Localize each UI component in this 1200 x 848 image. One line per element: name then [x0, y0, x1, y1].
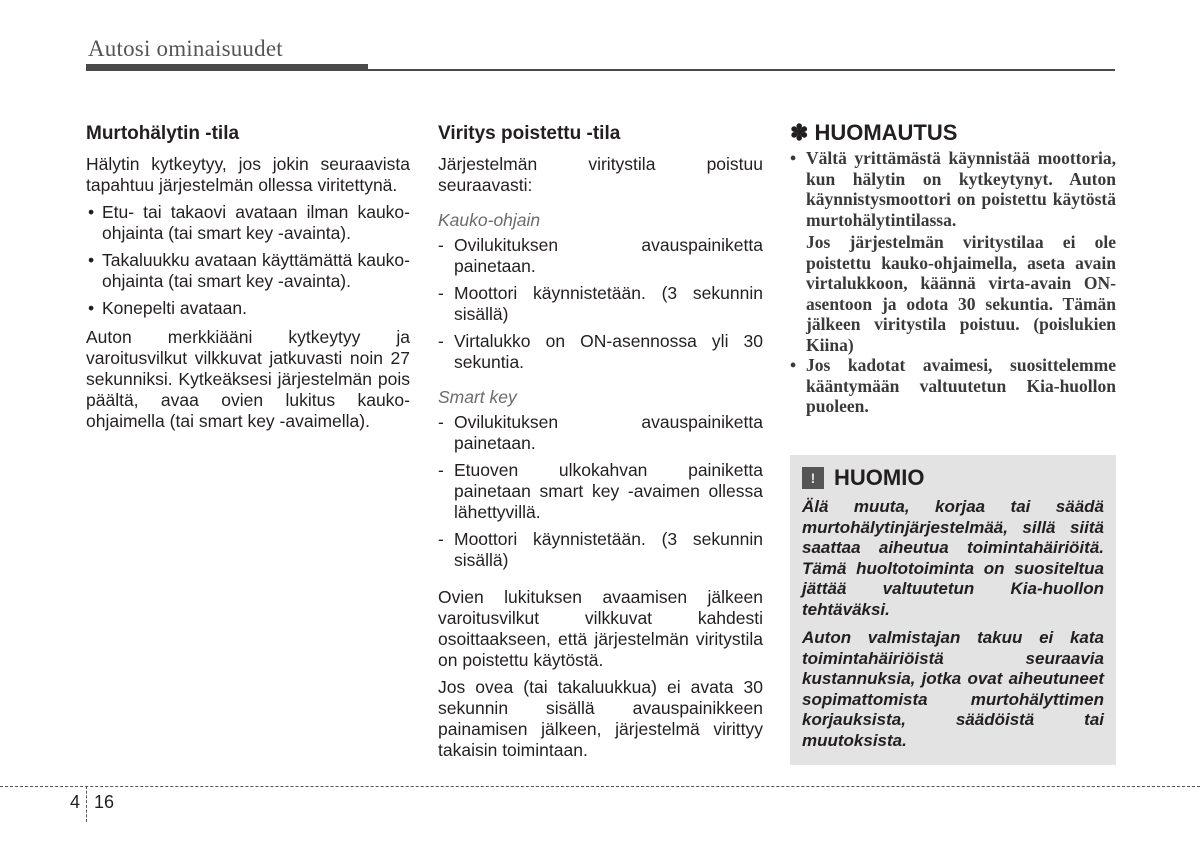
bullet-icon: •: [88, 250, 95, 270]
notice-title: HUOMAUTUS: [814, 120, 958, 145]
alarm-mode-outro: Auton merkkiääni kytkeytyy ja varoitusvilkut vilkkuvat jatkuvasti noin 27 sekunniksi. Kytkeäksesi järjestelmän pois päältä, avaa ovien lukitus kauko-ohjaimella (tai smart key -avaimella).: [86, 327, 410, 431]
list-item: • Etu- tai takaovi avataan ilman kauko-ohjainta (tai smart key -avainta).: [88, 202, 410, 243]
remote-list: [438, 235, 763, 373]
bullet-icon: •: [88, 298, 95, 318]
caution-title: HUOMIO: [834, 465, 925, 490]
section-title: Autosi ominaisuudet: [88, 36, 283, 61]
disarmed-mode-intro: Järjestelmän viritystila poistuu seuraavasti:: [438, 154, 763, 195]
list-item: - Moottori käynnistetään. (3 sekunnin sisällä): [438, 529, 763, 570]
notice-list: [790, 148, 1116, 417]
alarm-mode-intro: Hälytin kytkeytyy, jos jokin seuraavista tapahtuu järjestelmän ollessa viritettynä.: [86, 154, 410, 195]
dash-icon: -: [438, 460, 444, 480]
alarm-mode-heading: Murtohälytin -tila: [86, 123, 240, 144]
warning-icon: !: [802, 467, 824, 489]
chapter-number: 4: [70, 792, 81, 812]
dash-icon: -: [438, 331, 444, 351]
caution-box: [790, 455, 1116, 765]
bullet-icon: •: [790, 148, 797, 168]
list-item: - Ovilukituksen avauspainiketta painetaan.: [438, 235, 763, 276]
bullet-icon: •: [88, 202, 95, 222]
footer-divider: [86, 786, 87, 822]
dash-icon: -: [438, 283, 444, 303]
list-item: • Vältä yrittämästä käynnistää moottoria, kun hälytin on kytkeytynyt. Auton käynnistysmoottori on poistettu käytöstä murtohälytintilassa. Jos järjestelmän viritystilaa ei ole poistettu kauko-ohjaimella, aseta avain virtalukkoon, käännä virta-avain ON-asentoon ja odota 30 sekuntia. Tämän jälkeen viritystila poistuu. (poislukien Kiina): [790, 148, 1116, 355]
column-alarm-mode: [86, 122, 410, 438]
list-item: - Ovilukituksen avauspainiketta painetaan.: [438, 412, 763, 453]
dash-icon: -: [438, 529, 444, 549]
list-item: - Moottori käynnistetään. (3 sekunnin sisällä): [438, 283, 763, 324]
caution-para-2: Auton valmistajan takuu ei kata toimintahäiriöistä seuraavia kustannuksia, jotka ovat aiheutuneet sopimattomista murtohälyttimen korjauksista, säädöistä tai muutoksista.: [802, 628, 1104, 750]
dash-icon: -: [438, 412, 444, 432]
smart-key-list: [438, 412, 763, 571]
disarmed-para-2: Jos ovea (tai takaluukkua) ei avata 30 sekunnin sisällä avauspainikkeen painamisen jälkeen, järjestelmä virittyy takaisin toimintaan.: [438, 677, 763, 760]
list-item: - Virtalukko on ON-asennossa yli 30 sekuntia.: [438, 331, 763, 372]
page-number: 16: [94, 792, 115, 812]
bullet-icon: •: [790, 355, 797, 375]
header-rule-thin: [86, 69, 1115, 71]
subheading-remote: Kauko-ohjain: [438, 210, 541, 230]
dash-icon: -: [438, 235, 444, 255]
subheading-smart-key: Smart key: [438, 387, 517, 407]
disarmed-para-1: Ovien lukituksen avaamisen jälkeen varoitusvilkut vilkkuvat kahdesti osoittaakseen, että järjestelmän viritystila on poistettu käytöstä.: [438, 587, 763, 670]
list-item: - Etuoven ulkokahvan painiketta painetaan smart key -avaimen ollessa lähettyvillä.: [438, 460, 763, 522]
caution-heading: [802, 465, 1104, 491]
asterisk-icon: ✽: [790, 120, 809, 145]
alarm-trigger-list: [86, 202, 410, 319]
notice-section: [790, 122, 1116, 417]
footer-rule: [0, 786, 1200, 787]
list-item: • Takaluukku avataan käyttämättä kauko-ohjainta (tai smart key -avainta).: [88, 250, 410, 291]
list-item: • Konepelti avataan.: [88, 298, 247, 318]
caution-para-1: Älä muuta, korjaa tai säädä murtohälytinjärjestelmää, sillä siitä saattaa aiheutua toimintahäiriöitä. Tämä huoltotoiminta on suositeltua jättää valtuutetun Kia-huollon tehtäväksi.: [802, 497, 1104, 619]
list-item: • Jos kadotat avaimesi, suosittelemme kääntymään valtuutetun Kia-huollon puoleen.: [790, 355, 1116, 416]
disarmed-mode-heading: Viritys poistettu -tila: [438, 123, 621, 144]
column-disarmed-mode: [438, 122, 763, 767]
notice-heading: [790, 120, 1116, 146]
